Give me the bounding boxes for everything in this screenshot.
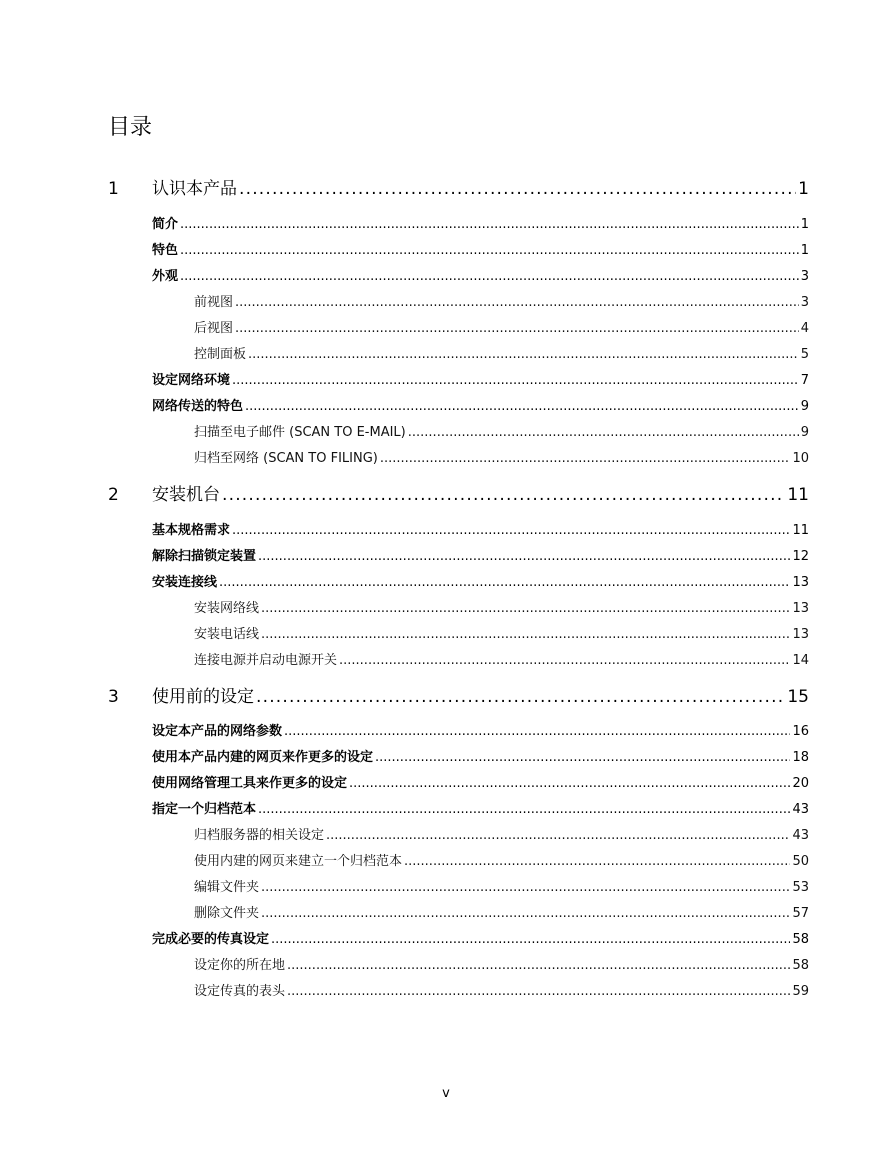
toc-subsection-entry[interactable] [194, 954, 809, 973]
page-number: 10 [792, 451, 809, 466]
toc-subsection-entry[interactable] [194, 824, 809, 843]
entry-label: 设定你的所在地 [194, 958, 286, 973]
entry-label: 归档服务器的相关设定 [194, 828, 325, 843]
toc-subsection-entry[interactable] [194, 623, 809, 642]
dot-leader [261, 627, 790, 642]
entry-label: 后视图 [194, 321, 234, 336]
toc-subsection-entry[interactable] [194, 850, 809, 869]
entry-label: 删除文件夹 [194, 906, 260, 921]
toc-subsection-entry[interactable] [194, 317, 809, 336]
toc-subsection-entry[interactable] [194, 876, 809, 895]
toc-section-entry[interactable] [152, 265, 809, 284]
toc-subsection-entry[interactable] [194, 902, 809, 921]
dot-leader [235, 295, 799, 310]
dot-leader [256, 687, 785, 707]
entry-label: 扫描至电子邮件 (SCAN TO E-MAIL) [194, 425, 406, 440]
page-number: 5 [800, 347, 809, 362]
dot-leader [222, 485, 785, 505]
entry-label: 外观 [152, 269, 179, 284]
dot-leader [284, 724, 790, 739]
dot-leader [404, 854, 790, 869]
page-number: 1 [798, 179, 809, 199]
dot-leader [375, 750, 790, 765]
dot-leader [239, 179, 796, 199]
entry-label: 安装电话线 [194, 627, 260, 642]
toc-chapter-entry[interactable] [108, 682, 809, 707]
page-number-footer: v [442, 1086, 450, 1101]
toc-section-entry[interactable] [152, 772, 809, 791]
page-number: 13 [792, 575, 809, 590]
entry-label: 网络传送的特色 [152, 399, 244, 414]
dot-leader [180, 269, 799, 284]
page-number: 58 [792, 932, 809, 947]
page-number: 4 [800, 321, 809, 336]
page-number: 43 [792, 828, 809, 843]
page-number: 11 [792, 523, 809, 538]
entry-label: 简介 [152, 217, 179, 232]
dot-leader [349, 776, 790, 791]
page-number: 13 [792, 627, 809, 642]
page-number: 14 [792, 653, 809, 668]
entry-label: 连接电源并启动电源开关 [194, 653, 338, 668]
toc-section-entry[interactable] [152, 720, 809, 739]
page-number: 16 [792, 724, 809, 739]
chapter-number: 1 [108, 179, 119, 199]
page-number: 9 [800, 425, 809, 440]
dot-leader [219, 575, 790, 590]
toc-subsection-entry[interactable] [194, 597, 809, 616]
toc-section-entry[interactable] [152, 545, 809, 564]
page-number: 13 [792, 601, 809, 616]
entry-label: 安装网络线 [194, 601, 260, 616]
page-number: 7 [800, 373, 809, 388]
dot-leader [248, 347, 799, 362]
entry-label: 归档至网络 (SCAN TO FILING) [194, 451, 378, 466]
dot-leader [380, 451, 791, 466]
entry-label: 设定网络环境 [152, 373, 231, 388]
toc-subsection-entry[interactable] [194, 447, 809, 466]
page-number: 3 [800, 269, 809, 284]
chapter-number: 2 [108, 485, 119, 505]
toc-chapter-entry[interactable] [108, 480, 809, 505]
toc-subsection-entry[interactable] [194, 649, 809, 668]
entry-label: 使用前的设定 [152, 687, 254, 707]
entry-label: 基本规格需求 [152, 523, 231, 538]
page-title: 目录 [108, 115, 153, 140]
page-number: 1 [800, 217, 809, 232]
page-number: 20 [792, 776, 809, 791]
page-number: 50 [792, 854, 809, 869]
toc-chapter-entry[interactable] [108, 174, 809, 199]
dot-leader [408, 425, 799, 440]
dot-leader [339, 653, 790, 668]
entry-label: 安装连接线 [152, 575, 218, 590]
toc-section-entry[interactable] [152, 571, 809, 590]
page-number: 53 [792, 880, 809, 895]
entry-label: 解除扫描锁定装置 [152, 549, 257, 564]
dot-leader [258, 802, 790, 817]
toc-subsection-entry[interactable] [194, 421, 809, 440]
toc-section-entry[interactable] [152, 239, 809, 258]
dot-leader [271, 932, 790, 947]
dot-leader [258, 549, 790, 564]
dot-leader [326, 828, 790, 843]
entry-label: 安装机台 [152, 485, 220, 505]
toc-subsection-entry[interactable] [194, 343, 809, 362]
toc-section-entry[interactable] [152, 798, 809, 817]
toc-section-entry[interactable] [152, 395, 809, 414]
entry-label: 使用内建的网页来建立一个归档范本 [194, 854, 403, 869]
toc-section-entry[interactable] [152, 213, 809, 232]
page-number: 3 [800, 295, 809, 310]
page-number: 59 [792, 984, 809, 999]
entry-label: 特色 [152, 243, 179, 258]
entry-label: 前视图 [194, 295, 234, 310]
dot-leader [232, 373, 799, 388]
entry-label: 使用本产品内建的网页来作更多的设定 [152, 750, 374, 765]
page-number: 18 [792, 750, 809, 765]
entry-label: 使用网络管理工具来作更多的设定 [152, 776, 348, 791]
dot-leader [261, 601, 790, 616]
dot-leader [235, 321, 799, 336]
entry-label: 控制面板 [194, 347, 247, 362]
toc-subsection-entry[interactable] [194, 980, 809, 999]
toc-section-entry[interactable] [152, 369, 809, 388]
entry-label: 完成必要的传真设定 [152, 932, 270, 947]
page-number: 1 [800, 243, 809, 258]
page-number: 11 [787, 485, 809, 505]
entry-label: 认识本产品 [152, 179, 237, 199]
dot-leader [261, 906, 790, 921]
toc-section-entry[interactable] [152, 519, 809, 538]
dot-leader [180, 243, 799, 258]
dot-leader [232, 523, 790, 538]
entry-label: 设定传真的表头 [194, 984, 286, 999]
toc-section-entry[interactable] [152, 928, 809, 947]
dot-leader [180, 217, 799, 232]
dot-leader [287, 984, 790, 999]
page-number: 57 [792, 906, 809, 921]
toc-section-entry[interactable] [152, 746, 809, 765]
page-number: 15 [787, 687, 809, 707]
page-number: 43 [792, 802, 809, 817]
toc-subsection-entry[interactable] [194, 291, 809, 310]
chapter-number: 3 [108, 687, 119, 707]
page-number: 12 [792, 549, 809, 564]
entry-label: 编辑文件夹 [194, 880, 260, 895]
entry-label: 指定一个归档范本 [152, 802, 257, 817]
dot-leader [287, 958, 790, 973]
dot-leader [245, 399, 799, 414]
dot-leader [261, 880, 790, 895]
page-number: 58 [792, 958, 809, 973]
page-number: 9 [800, 399, 809, 414]
entry-label: 设定本产品的网络参数 [152, 724, 283, 739]
